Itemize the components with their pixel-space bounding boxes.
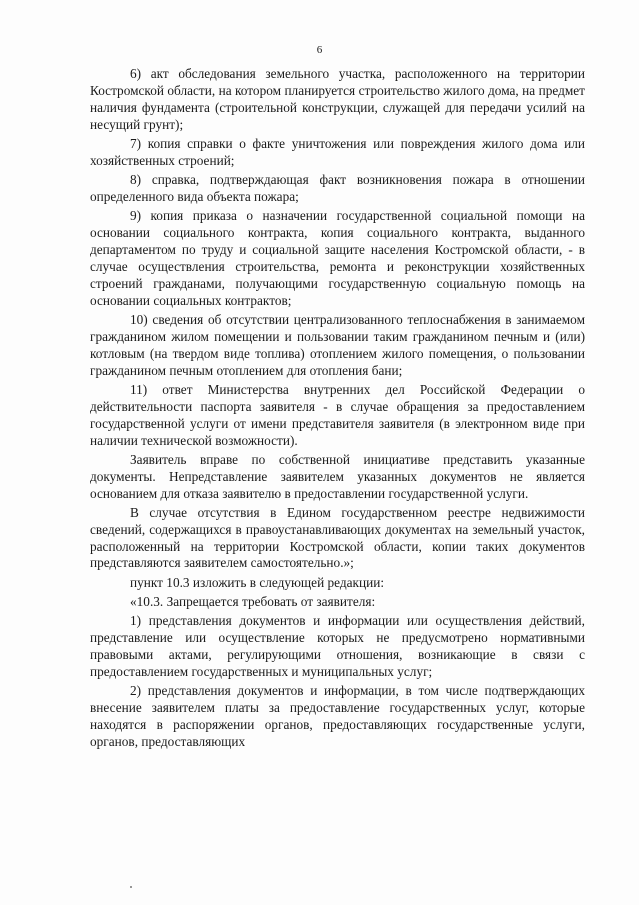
paragraph-item-10: 10) сведения об отсутствии централизованного теплоснабжения в занимаемом гражданином жилом помещении и пользовании таким гражданином печным и (или) котловым (на твердом виде топлива) отоплением жилого помещения, о пользовании гражданином печным отоплением для отопления бани; [90,311,585,378]
paragraph-item-7: 7) копия справки о факте уничтожения или повреждения жилого дома или хозяйственных строений; [90,135,585,168]
paragraph-applicant-right: Заявитель вправе по собственной инициативе представить указанные документы. Непредставление заявителем указанных документов не является основанием для отказа заявителю в предоставлении государственной услуги. [90,451,585,501]
scan-speck [130,886,132,888]
paragraph-item-6: 6) акт обследования земельного участка, расположенного на территории Костромской области, на котором планируется строительство жилого дома, на предмет наличия фундамента (строительной конструкции, служащей для передачи усилий на несущий грунт); [90,66,585,132]
paragraph-prohibition-1: 1) представления документов и информации или осуществления действий, представление или осуществление которых не предусмотрено нормативными правовыми актами, регулирующими отношения, возникающие в связи с предоставлением государственных и муниципальных услуг; [90,613,585,679]
paragraph-item-11: 11) ответ Министерства внутренних дел Российской Федерации о действительности паспорта заявителя - в случае обращения за предоставлением государственной услуги от имени представителя заявителя (в электронном виде при наличии технической возможности). [90,381,585,448]
paragraph-item-9: 9) копия приказа о назначении государственной социальной помощи на основании социального контракта, копия социального контракта, выданного департаментом по труду и социальной защите населения Костромской области, - в случае осуществления строительства, ремонта и реконструкции хозяйственных строений гражданами, получающими государственную социальную помощь на основании социальных контрактов; [90,208,585,308]
document-body [90,66,585,753]
paragraph-item-8: 8) справка, подтверждающая факт возникновения пожара в отношении определенного вида объекта пожара; [90,172,585,204]
paragraph-registry-absence: В случае отсутствия в Едином государственном реестре недвижимости сведений, содержащихся в правоустанавливающих документах на земельный участок, расположенный на территории Костромской области, копии таких документов представляются заявителем самостоятельно.»; [90,504,585,571]
paragraph-amend-10-3: пункт 10.3 изложить в следующей редакции: [130,574,385,590]
paragraph-prohibition-2: 2) представления документов и информации, в том числе подтверждающих внесение заявителем платы за предоставление государственных услуг, которые находятся в распоряжении органов, предоставляющих государственные услуги, органов, предоставляющих [90,682,585,749]
page-number: 6 [316,44,323,56]
paragraph-10-3-heading: «10.3. Запрещается требовать от заявителя: [130,593,376,609]
